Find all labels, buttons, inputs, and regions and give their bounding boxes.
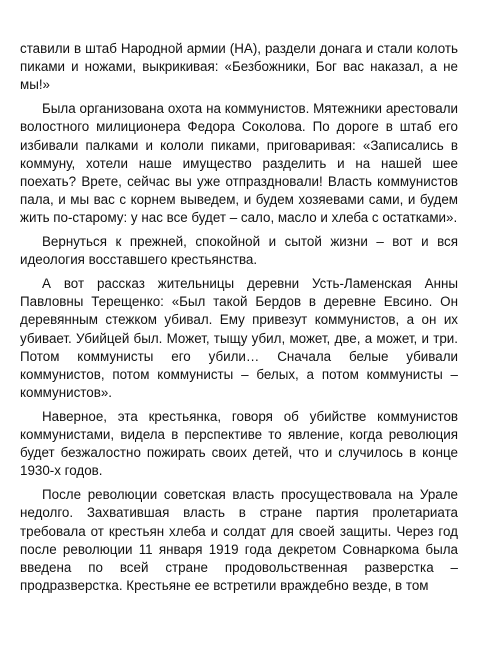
- document-page: [20, 40, 458, 601]
- paragraph-3: Вернуться к прежней, спокойной и сытой жизни – вот и вся идеология восставшего крестьянства.: [20, 234, 458, 268]
- paragraph-5: Наверное, эта крестьянка, говоря об убийстве коммунистов коммунистами, видела в перспективе то явление, когда революция будет безжалостно пожирать своих детей, что и случилось в конце 1930-х годов.: [20, 408, 458, 479]
- paragraph-1: ставили в штаб Народной армии (НА), раздели донага и стали колоть пиками и ножами, выкрикивая: «Безбожники, Бог вас наказал, а не мы!»: [20, 41, 458, 93]
- paragraph-2: Была организована охота на коммунистов. Мятежники арестовали волостного милиционера Федора Соколова. По дороге в штаб его избивали палками и кололи пиками, приговаривая: «Записались в коммуну, хотели наше имущество разделить и на нашей шее поехать? Врете, сейчас вы уже отпраздновали! Власть коммунистов пала, и мы вас с корнем выведем, и будем хозяевами сами, и будем жить по-старому: у нас все будет – сало, масло и хлеба с остатками».: [20, 101, 458, 226]
- paragraph-4: А вот рассказ жительницы деревни Усть-Ламенская Анны Павловны Терещенко: «Был такой Бердов в деревне Евсино. Он деревянным стежком убивал. Ему привезут коммунистов, а он их убивает. Убийцей был. Может, тыщу убил, может, две, а может, и три. Потом коммунисты его убили… Сначала белые убивали коммунистов, потом коммунисты – белых, а потом коммунисты – коммунистов».: [20, 275, 458, 401]
- paragraph-6: После революции советская власть просуществовала на Урале недолго. Захватившая власть в стране партия пролетариата требовала от крестьян хлеба и солдат для своей защиты. Через год после революции 11 января 1919 года декретом Совнаркома была введена по всей стране продовольственная разверстка – продразверстка. Крестьяне ее встретили враждебно везде, в том: [20, 487, 458, 594]
